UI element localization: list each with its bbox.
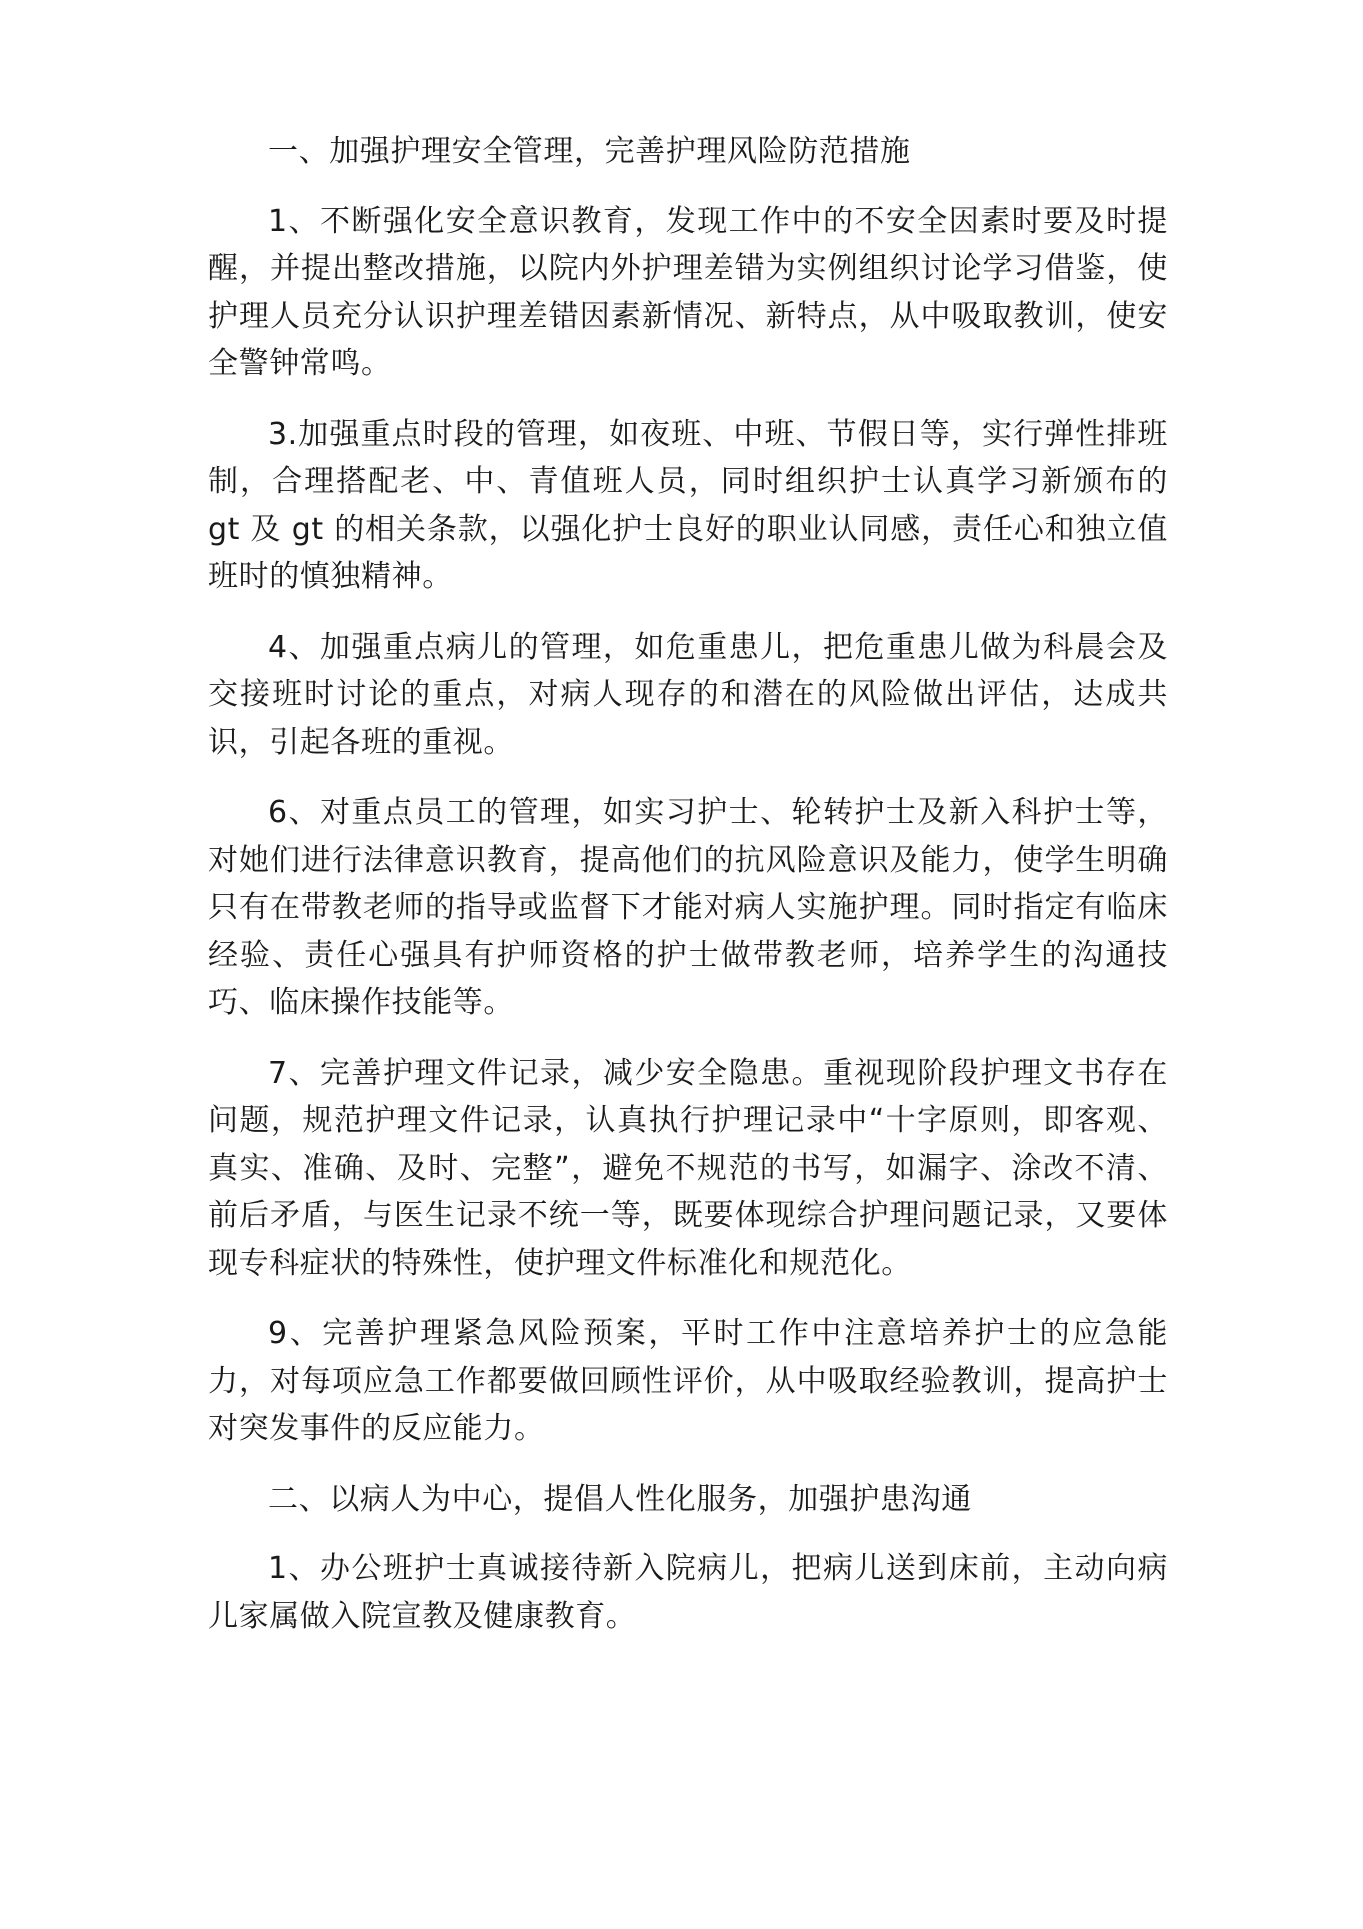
document-body xyxy=(208,128,1168,1663)
paragraph-item-9: 9、完善护理紧急风险预案，平时工作中注意培养护士的应急能力，对每项应急工作都要做回顾性评价，从中吸取经验教训，提高护士对突发事件的反应能力。 xyxy=(208,1316,1168,1446)
paragraph-item-6: 6、对重点员工的管理，如实习护士、轮转护士及新入科护士等，对她们进行法律意识教育，提高他们的抗风险意识及能力，使学生明确只有在带教老师的指导或监督下才能对病人实施护理。同时指定有临床经验、责任心强具有护师资格的护士做带教老师，培养学生的沟通技巧、临床操作技能等。 xyxy=(208,795,1168,1020)
paragraph-item-1: 1、不断强化安全意识教育，发现工作中的不安全因素时要及时提醒，并提出整改措施，以院内外护理差错为实例组织讨论学习借鉴，使护理人员充分认识护理差错因素新情况、新特点，从中吸取教训，使安全警钟常鸣。 xyxy=(208,203,1168,381)
section-heading-2: 二、以病人为中心，提倡人性化服务，加强护患沟通 xyxy=(268,1481,972,1517)
section-heading-1: 一、加强护理安全管理，完善护理风险防范措施 xyxy=(268,134,911,169)
paragraph-section2-item-1: 1、办公班护士真诚接待新入院病儿，把病儿送到床前，主动向病儿家属做入院宣教及健康教育。 xyxy=(208,1551,1168,1634)
paragraph-item-3: 3.加强重点时段的管理，如夜班、中班、节假日等，实行弹性排班制，合理搭配老、中、青值班人员，同时组织护士认真学习新颁布的 gt 及 gt 的相关条款，以强化护士良好的职业认同感，责任心和独立值班时的慎独精神。 xyxy=(208,416,1168,594)
paragraph-item-7: 7、完善护理文件记录，减少安全隐患。重视现阶段护理文书存在问题，规范护理文件记录，认真执行护理记录中“十字原则，即客观、真实、准确、及时、完整”，避免不规范的书写，如漏字、涂改不清、前后矛盾，与医生记录不统一等，既要体现综合护理问题记录，又要体现专科症状的特殊性，使护理文件标准化和规范化。 xyxy=(208,1055,1168,1281)
paragraph-item-4: 4、加强重点病儿的管理，如危重患儿，把危重患儿做为科晨会及交接班时讨论的重点，对病人现存的和潜在的风险做出评估，达成共识，引起各班的重视。 xyxy=(208,629,1168,760)
